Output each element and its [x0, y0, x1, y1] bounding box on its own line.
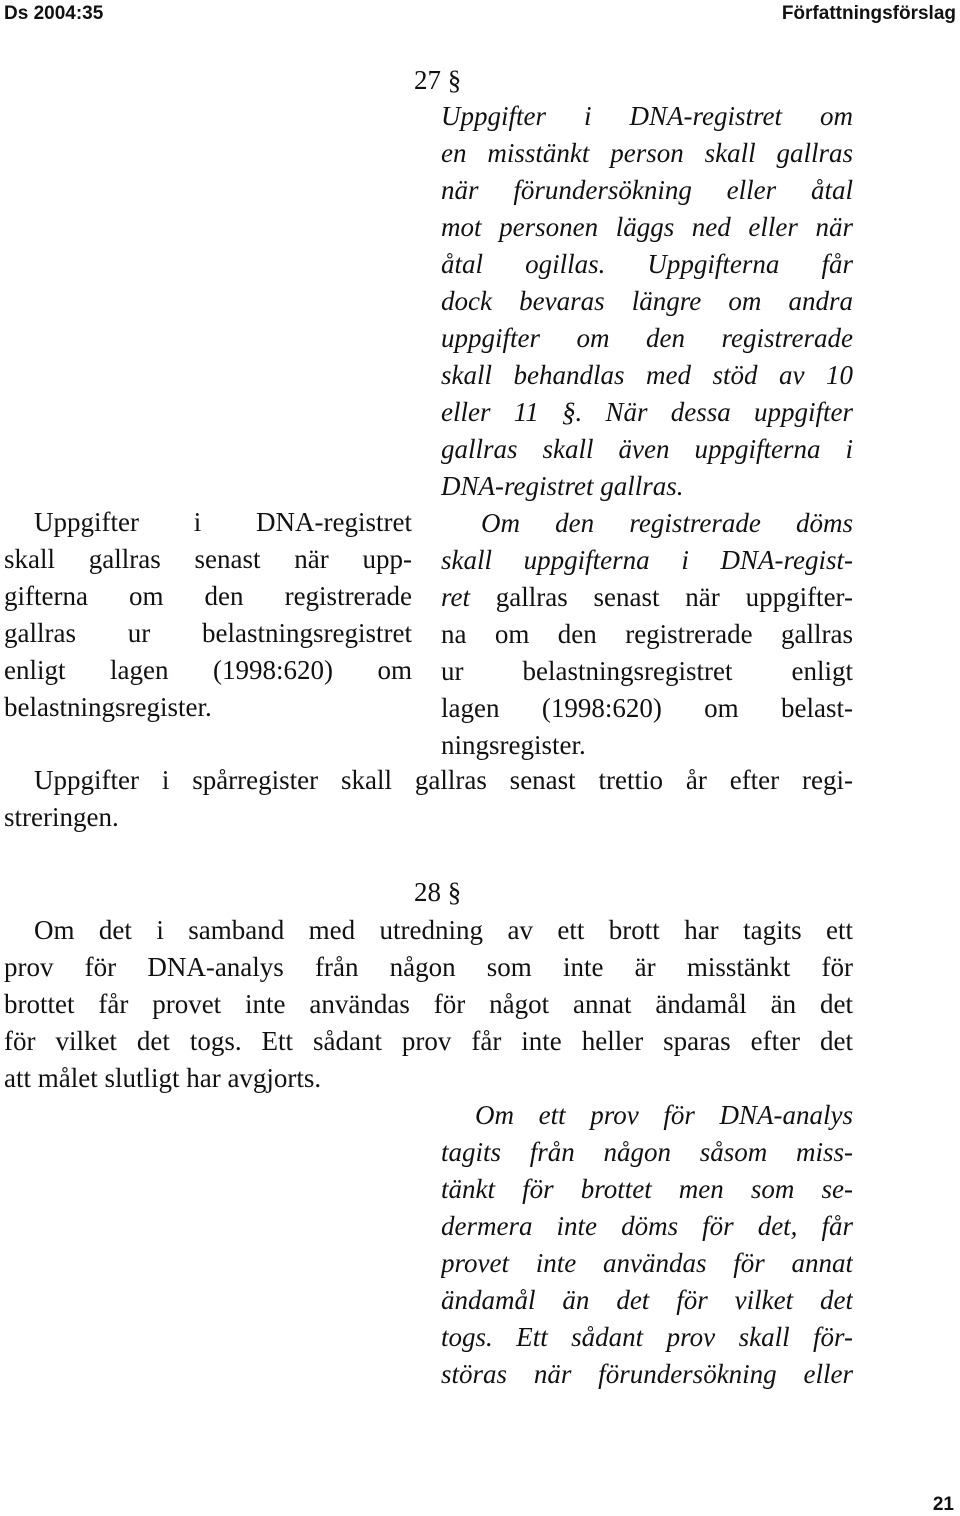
text-line: att målet slutligt har avgjorts. [4, 1063, 322, 1093]
text-line: Uppgifter i DNA-registret om [441, 101, 853, 131]
text-line: brottet får provet inte användas för något annat ändamål än det [4, 989, 853, 1019]
text-line: DNA-registret gallras. [441, 471, 684, 501]
section-28-proposed-text [441, 1097, 853, 1393]
text-line: dermera inte döms för det, får [441, 1211, 853, 1241]
section-title: Författningsförslag [781, 3, 956, 24]
section-28-heading: 28 § [414, 877, 462, 907]
text-line: Om ett prov för DNA-analys [475, 1100, 853, 1130]
text-line: streringen. [4, 802, 119, 832]
section-28-common-text [4, 912, 853, 1097]
text-line: störas när förundersökning eller [441, 1359, 853, 1389]
text-line: provet inte användas för annat [441, 1248, 853, 1278]
text-line: skall gallras senast när upp- [4, 544, 412, 574]
text-line: skall behandlas med stöd av 10 [441, 360, 853, 390]
text-line: lagen (1998:620) om belast- [441, 693, 853, 723]
text-line: Uppgifter i spårregister skall gallras senast trettio år efter regi- [34, 765, 853, 795]
text-line: för vilket det togs. Ett sådant prov får inte heller sparas efter det [4, 1026, 853, 1056]
section-27-current-text [4, 504, 412, 726]
text-line: Uppgifter i DNA-registret [34, 507, 412, 537]
text-line: enligt lagen (1998:620) om [4, 655, 412, 685]
text-line: tagits från någon såsom miss- [441, 1137, 853, 1167]
text-line: ändamål än det för vilket det [441, 1285, 853, 1315]
text-line: belastningsregister. [4, 692, 212, 722]
text-fragment: gallras senast när uppgifter- [470, 582, 853, 612]
text-line: tänkt för brottet men som se- [441, 1174, 853, 1204]
text-line: gallras ur belastningsregistret [4, 618, 412, 648]
page-number: 21 [932, 1494, 954, 1515]
text-line: prov för DNA-analys från någon som inte är misstänkt för [4, 952, 853, 982]
text-line: åtal ogillas. Uppgifterna får [441, 249, 853, 279]
text-line: en misstänkt person skall gallras [441, 138, 853, 168]
text-line: na om den registrerade gallras [441, 619, 853, 649]
text-line: eller 11 §. När dessa uppgifter [441, 397, 853, 427]
text-line: ningsregister. [441, 730, 586, 760]
document-id: Ds 2004:35 [4, 3, 104, 24]
text-line: Om den registrerade döms [481, 508, 853, 538]
text-line: uppgifter om den registrerade [441, 323, 853, 353]
text-line: togs. Ett sådant prov skall för- [441, 1322, 853, 1352]
text-line [441, 579, 853, 616]
text-line: mot personen läggs ned eller när [441, 212, 853, 242]
section-27-proposed-text [441, 98, 853, 764]
section-27-common-text [4, 762, 853, 836]
text-line: ur belastningsregistret enligt [441, 656, 853, 686]
section-27-heading: 27 § [414, 65, 462, 95]
italic-fragment: ret [441, 582, 470, 612]
text-line: Om det i samband med utredning av ett brott har tagits ett [34, 915, 853, 945]
text-line: när förundersökning eller åtal [441, 175, 853, 205]
text-line: skall uppgifterna i DNA-regist- [441, 545, 853, 575]
text-line: dock bevaras längre om andra [441, 286, 853, 316]
text-line: gallras skall även uppgifterna i [441, 434, 853, 464]
text-line: gifterna om den registrerade [4, 581, 412, 611]
